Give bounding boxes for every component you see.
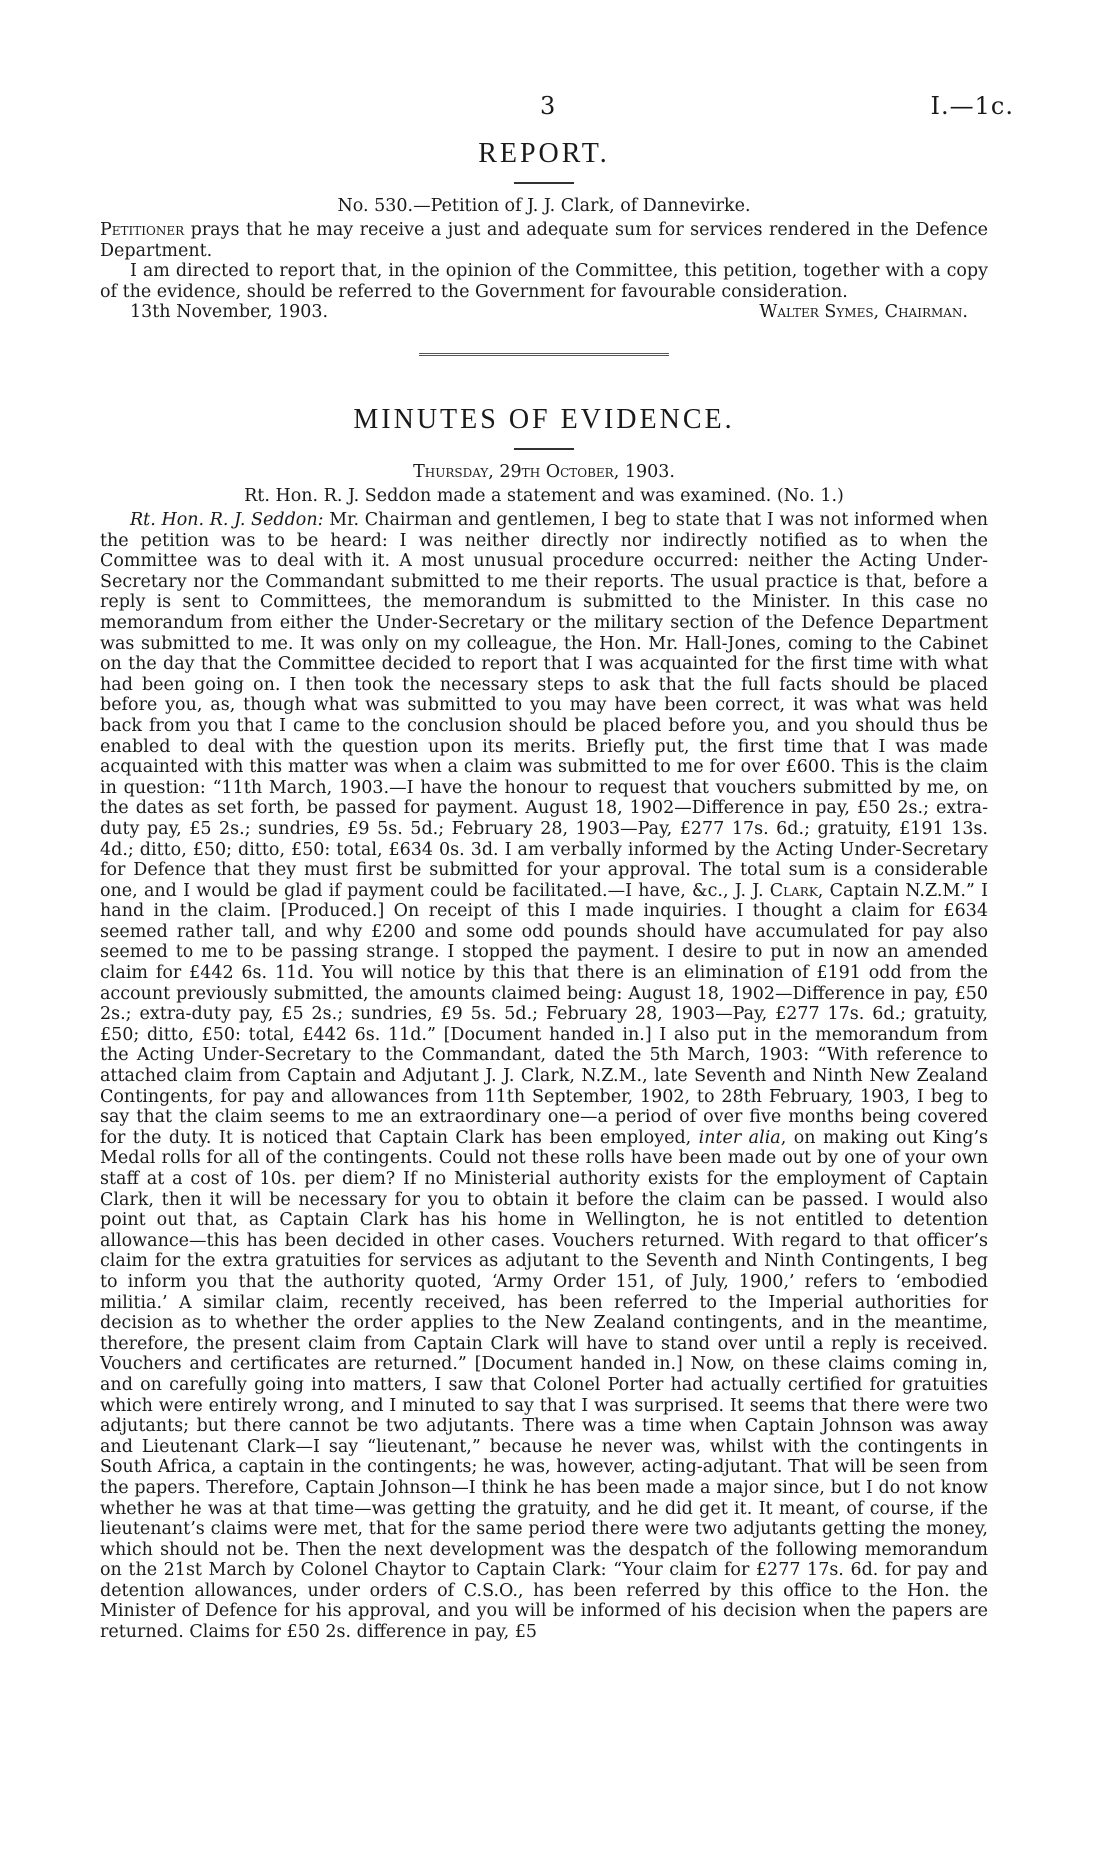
- petitioner-label: Petitioner: [100, 220, 185, 240]
- page-header: [0, 92, 1114, 132]
- petitioner-text: prays that he may receive a just and adequate sum for services rendered in the Defence Department.: [100, 220, 988, 261]
- petition-line: No. 530.—Petition of J. J. Clark, of Dannevirke.: [337, 196, 751, 216]
- section-divider: [419, 353, 669, 356]
- hearing-date: Thursday, 29th October, 1903.: [413, 462, 675, 482]
- examined-line: Rt. Hon. R. J. Seddon made a statement and was examined. (No. 1.): [244, 486, 844, 506]
- statement-part-2: , Captain N.Z.M.” I hand in the claim. [Produced.] On receipt of this I made inquiries. I thought a claim for £634 seemed rather tall, and why £200 and some odd pounds should have accumulated for pay also seemed to me to be passing strange. I stopped the payment. I desire to put in now an amended claim for £442 6s. 11d. You will notice by this that there is an elimination of £191 odd from the account previously submitted, the amounts claimed being: August 18, 1902—Difference in pay, £50 2s.; extra-duty pay, £5 2s.; sundries, £9 5s. 5d.; February 28, 1903—Pay, £277 17s. 6d.; gratuity, £50; ditto, £50: total, £442 6s. 11d.” [Document handed in.] I also put in the memorandum from the Acting Under-Secretary to the Commandant, dated the 5th March, 1903: “With reference to attached claim from Captain and Adjutant J. J. Clark, N.Z.M., late Seventh and Ninth New Zealand Contingents, for pay and allowances from 11th September, 1902, to 28th February, 1903, I beg to say that the claim seems to me an extraordinary one—a period of over five months being covered for the duty. It is noticed that Captain Clark has been employed,: [100, 880, 988, 1148]
- directed-paragraph: I am directed to report that, in the opinion of the Committee, this petition, together with a copy of the evidence, should be referred to the Government for favourable consideration.: [100, 261, 988, 302]
- signature-row: [100, 302, 988, 323]
- title-rule: [514, 182, 574, 184]
- statement-part-3: , on making out King’s Medal rolls for all of the contingents. Could not these rolls have been made out by one of your own staff at a cost of 10s. per diem? If no Ministerial authority exists for the employment of Captain Clark, then it will be necessary for you to obtain it before the claim can be passed. I would also point out that, as Captain Clark has his home in Wellington, he is not entitled to detention allowance—this has been decided in other cases. Vouchers returned. With regard to that officer’s claim for the extra gratuities for services as adjutant to the Seventh and Ninth Contingents, I beg to inform you that the authority quoted, ‘Army Order 151, of July, 1900,’ refers to ‘embodied militia.’ A similar claim, recently received, has been referred to the Imperial authorities for decision as to whether the order applies to the New Zealand contingents, and in the meantime, therefore, the present claim from Captain Clark will have to stand over until a reply is received. Vouchers and certificates are returned.” [Document handed in.] Now, on these claims coming in, and on carefully going into matters, I saw that Colonel Porter had actually certified for gratuities which were entirely wrong, and I minuted to say that I was surprised. It seems that there were two adjutants; but there cannot be two adjutants. There was a time when Captain Johnson was away and Lieutenant Clark—I say “lieutenant,” because he never was, whilst with the contingents in South Africa, a captain in the contingents; he was, however, acting-adjutant. That will be seen from the papers. Therefore, Captain Johnson—I think he has been made a major since, but I do not know whether he was at that time—was getting the gratuity, and he did get it. It meant, of course, if the lieutenant’s claims were met, that for the same period there were two adjutants getting the money, which should not be. Then the next development was the despatch of the following memorandum on the 21st March by Colonel Chaytor to Captain Clark: “Your claim for £277 17s. 6d. for pay and detention allowances, under orders of C.S.O., has been referred by this office to the Hon. the Minister of Defence for his approval, and you will be informed of his decision when the papers are returned. Claims for £50 2s. difference in pay, £5: [100, 1127, 988, 1643]
- clark-name: Clark: [769, 880, 818, 901]
- statement-part-1: Mr. Chairman and gentlemen, I beg to state that I was not informed when the petition was to be heard: I was neither directly nor indirectly notified as to when the Committee was to deal with it. A most unusual procedure occurred: neither the Acting Under-Secretary nor the Commandant submitted to me their reports. The usual practice is that, before a reply is sent to Committees, the memorandum is submitted to the Minister. In this case no memorandum from either the Under-Secretary or the military section of the Defence Department was submitted to me. It was only on my colleague, the Hon. Mr. Hall-Jones, coming to the Cabinet on the day that the Committee decided to report that I was acquainted for the first time with what had been going on. I then took the necessary steps to ask that the full facts should be placed before you, as, though what was submitted to you may have been correct, it was what was held back from you that I came to the conclusion should be placed before you, and you should thus be enabled to deal with the question upon its merits. Briefly put, the first time that I was made acquainted with this matter was when a claim was submitted to me for over £600. This is the claim in question: “11th March, 1903.—I have the honour to request that vouchers submitted by me, on the dates as set forth, be passed for payment. August 18, 1902—Difference in pay, £50 2s.; extra-duty pay, £5 2s.; sundries, £9 5s. 5d.; February 28, 1903—Pay, £277 17s. 6d.; gratuity, £191 13s. 4d.; ditto, £50; ditto, £50: total, £634 0s. 3d. I am verbally informed by the Acting Under-Secretary for Defence that they must first be submitted for your approval. The total sum is a considerable one, and I would be glad if payment could be facilitated.—I have, &c., J. J.: [100, 510, 988, 901]
- document-reference: I.—1c.: [930, 92, 1014, 120]
- minutes-title: MINUTES OF EVIDENCE.: [353, 404, 735, 435]
- page-number: 3: [540, 92, 556, 120]
- report-date: 13th November, 1903.: [130, 302, 329, 323]
- inter-alia: inter alia: [698, 1127, 781, 1148]
- chairman-signature: Walter Symes, Chairman.: [759, 302, 968, 323]
- report-section: [100, 138, 988, 396]
- minutes-title-rule: [514, 448, 574, 450]
- seddon-statement: [100, 510, 988, 1643]
- minutes-section: [100, 404, 988, 1643]
- report-title: REPORT.: [478, 138, 610, 169]
- speaker-name: Rt. Hon. R. J. Seddon:: [130, 510, 324, 530]
- petitioner-paragraph: [100, 220, 988, 261]
